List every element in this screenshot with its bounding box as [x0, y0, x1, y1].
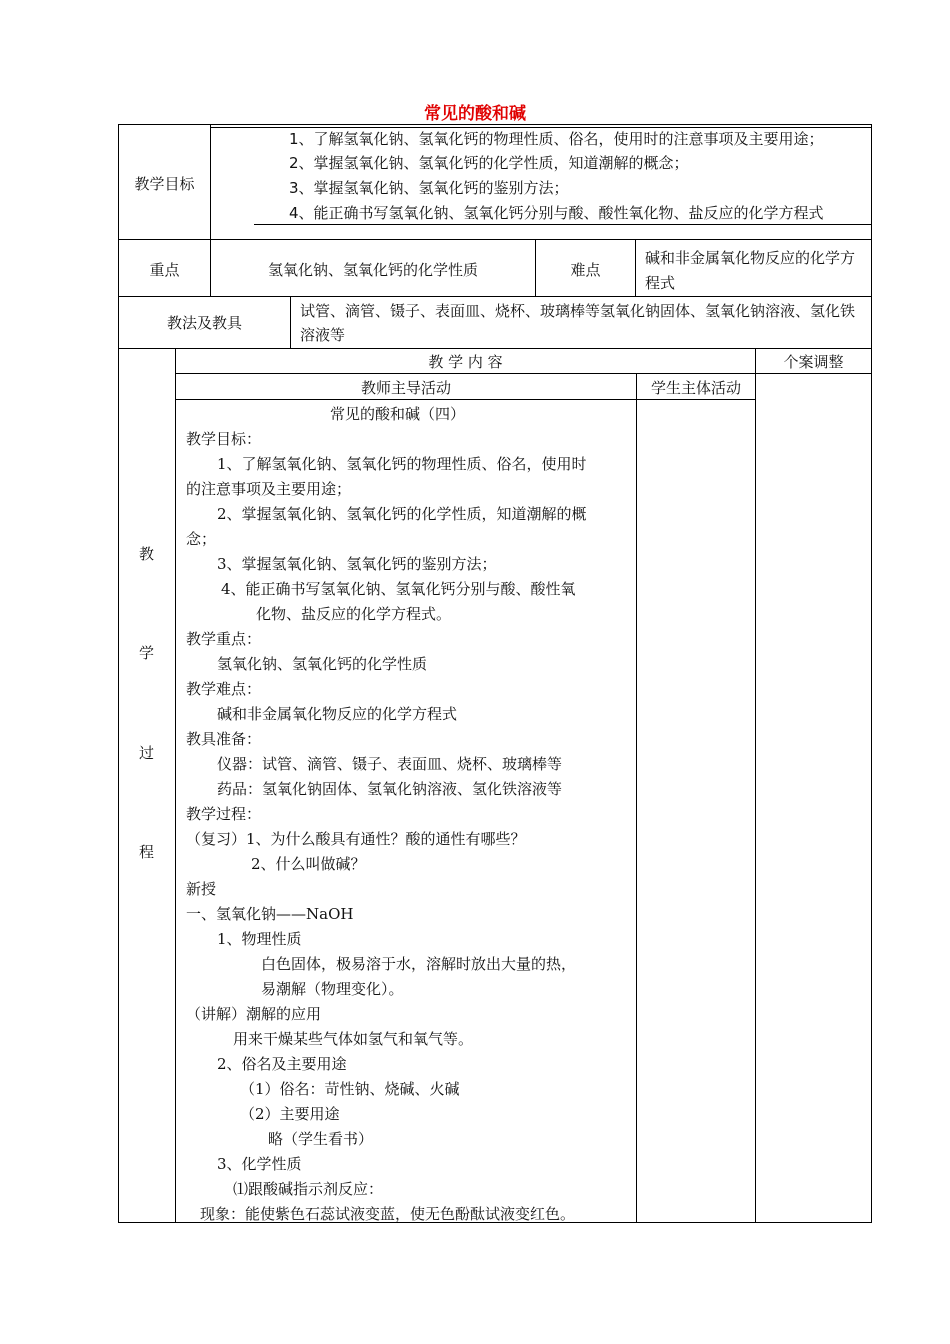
content-line: 1、了解氢氧化钠、氢氧化钙的物理性质、俗名，使用时 — [217, 455, 587, 473]
process-label-char: 学 — [139, 644, 155, 662]
objectives-label: 教学目标 — [134, 175, 195, 193]
content-header: 教 学 内 容 — [428, 353, 503, 371]
content-line: 白色固体，极易溶于水，溶解时放出大量的热， — [261, 955, 577, 973]
content-line: （1）俗名：苛性钠、烧碱、火碱 — [240, 1080, 460, 1098]
content-line: 教学重点： — [186, 630, 262, 648]
content-line: 碱和非金属氧化物反应的化学方程式 — [217, 705, 458, 723]
content-line: 教学过程： — [186, 805, 262, 823]
content-line: 教具准备： — [186, 730, 262, 748]
content-line: 一、氢氧化钠——NaOH — [186, 905, 354, 923]
content-line: ⑴跟酸碱指示剂反应： — [233, 1180, 384, 1198]
student-header: 学生主体活动 — [650, 379, 741, 397]
content-line: （复习）1、为什么酸具有通性？酸的通性有哪些？ — [186, 830, 526, 848]
teacher-header: 教师主导活动 — [360, 379, 451, 397]
content-line: 念； — [186, 530, 217, 548]
page-title: 常见的酸和碱 — [424, 104, 526, 124]
objective-item: 1、了解氢氧化钠、氢氧化钙的物理性质、俗名，使用时的注意事项及主要用途； — [289, 130, 824, 148]
content-line: 3、掌握氢氧化钠、氢氧化钙的鉴别方法； — [217, 555, 497, 573]
process-label-char: 教 — [139, 545, 155, 563]
content-line: 药品：氢氧化钠固体、氢氧化钠溶液、氢化铁溶液等 — [217, 780, 563, 798]
content-line: 3、化学性质 — [217, 1155, 302, 1173]
content-line: 4、能正确书写氢氧化钠、氢氧化钙分别与酸、酸性氧 — [221, 580, 576, 598]
methods-label: 教法及教具 — [166, 314, 242, 332]
content-line: 用来干燥某些气体如氢气和氧气等。 — [233, 1030, 474, 1048]
content-line: 的注意事项及主要用途； — [186, 480, 352, 498]
content-line: 2、俗名及主要用途 — [217, 1055, 347, 1073]
process-label-char: 程 — [139, 843, 155, 861]
content-line: 新授 — [186, 880, 217, 898]
content-line: 1、物理性质 — [217, 930, 302, 948]
methods-value: 试管、滴管、镊子、表面皿、烧杯、玻璃棒等氢氧化钠固体、氢氧化钠溶液、氢化铁溶液等 — [300, 302, 856, 344]
content-line: 2、什么叫做碱？ — [251, 855, 366, 873]
difficulty-value: 碱和非金属氧化物反应的化学方程式 — [645, 249, 856, 292]
key-point-label: 重点 — [149, 261, 180, 279]
difficulty-label: 难点 — [570, 261, 601, 279]
content-line: 仪器：试管、滴管、镊子、表面皿、烧杯、玻璃棒等 — [217, 755, 563, 773]
process-label-char: 过 — [139, 744, 155, 762]
adjust-header: 个案调整 — [783, 353, 844, 371]
objective-item: 3、掌握氢氧化钠、氢氧化钙的鉴别方法； — [289, 179, 569, 197]
key-point-value: 氢氧化钠、氢氧化钙的化学性质 — [267, 261, 478, 279]
content-line: 2、掌握氢氧化钠、氢氧化钙的化学性质，知道潮解的概 — [217, 505, 587, 523]
content-line: 教学目标： — [186, 430, 262, 448]
content-line: （2）主要用途 — [240, 1105, 340, 1123]
content-line: （讲解）潮解的应用 — [186, 1005, 322, 1023]
objective-item: 4、能正确书写氢氧化钠、氢氧化钙分别与酸、酸性氧化物、盐反应的化学方程式 — [289, 204, 824, 222]
content-line: 教学难点： — [186, 680, 262, 698]
content-line: 氢氧化钠、氢氧化钙的化学性质 — [217, 655, 428, 673]
content-line: 常见的酸和碱（四） — [330, 405, 466, 423]
content-line: 易潮解（物理变化）。 — [261, 980, 404, 998]
content-line: 略（学生看书） — [268, 1130, 374, 1148]
content-line: 化物、盐反应的化学方程式。 — [256, 605, 452, 623]
objective-item: 2、掌握氢氧化钠、氢氧化钙的化学性质，知道潮解的概念； — [289, 154, 689, 172]
content-line: 现象：能使紫色石蕊试液变蓝，使无色酚酞试液变红色。 — [200, 1205, 576, 1223]
